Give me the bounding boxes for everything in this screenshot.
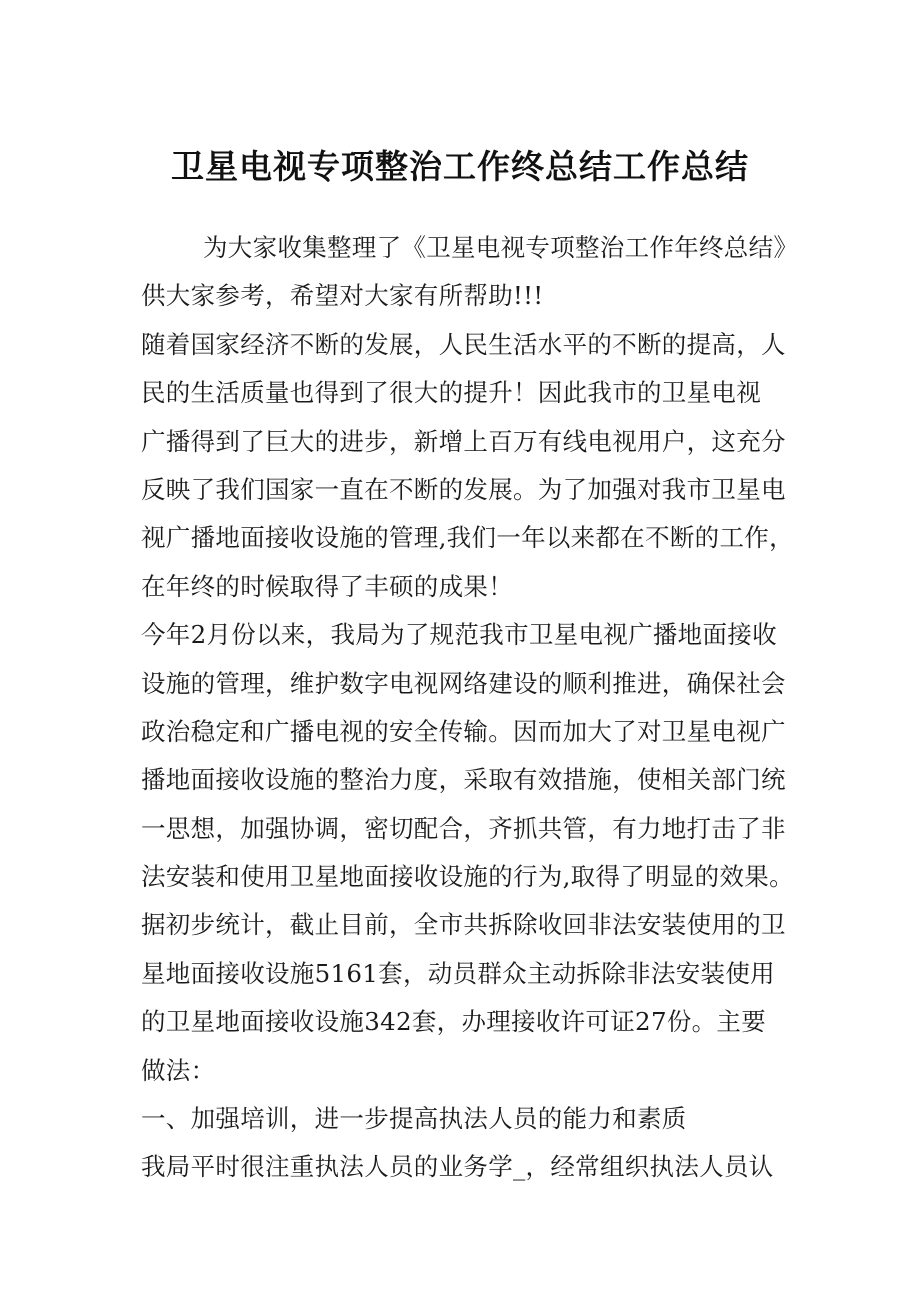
text-line: 播地面接收设施的整治力度，采取有效措施，使相关部门统	[141, 765, 786, 795]
text-line: 为大家收集整理了《卫星电视专项整治工作年终总结》	[203, 233, 799, 262]
text-line: 视广播地面接收设施的管理,我们一年以来都在不断的工作，	[141, 523, 794, 553]
text-line: 星地面接收设施5161套，动员群众主动拆除非法安装使用	[141, 958, 775, 988]
text-line: 法安装和使用卫星地面接收设施的行为,取得了明显的效果。	[141, 862, 794, 892]
text-line: 在年终的时候取得了丰硕的成果！	[141, 571, 513, 601]
text-line: 今年2月份以来，我局为了规范我市卫星电视广播地面接收	[141, 620, 777, 650]
text-line: 的卫星地面接收设施342套，办理接收许可证27份。主要	[141, 1007, 767, 1037]
document-body	[141, 224, 801, 1192]
text-line: 做法：	[141, 1055, 216, 1085]
text-line: 民的生活质量也得到了很大的提升！因此我市的卫星电视	[141, 378, 761, 408]
text-line: 据初步统计，截止目前，全市共拆除收回非法安装使用的卫	[141, 910, 786, 940]
text-line: 设施的管理，维护数字电视网络建设的顺利推进，确保社会	[141, 668, 786, 698]
text-line: 随着国家经济不断的发展，人民生活水平的不断的提高，人	[141, 329, 786, 359]
text-line: 一思想，加强协调，密切配合，齐抓共管，有力地打击了非	[141, 813, 786, 843]
text-line: 我局平时很注重执法人员的业务学_，经常组织执法人员认	[141, 1152, 774, 1182]
text-line: 广播得到了巨大的进步，新增上百万有线电视用户，这充分	[141, 426, 786, 456]
text-line: 反映了我们国家一直在不断的发展。为了加强对我市卫星电	[141, 474, 786, 504]
section-heading: 一、加强培训，进一步提高执法人员的能力和素质	[141, 1104, 687, 1134]
text-line: 供大家参考，希望对大家有所帮助!!!	[141, 281, 544, 311]
text-line: 政治稳定和广播电视的安全传输。因而加大了对卫星电视广	[141, 716, 786, 746]
document-title: 卫星电视专项整治工作终总结工作总结	[171, 147, 749, 186]
